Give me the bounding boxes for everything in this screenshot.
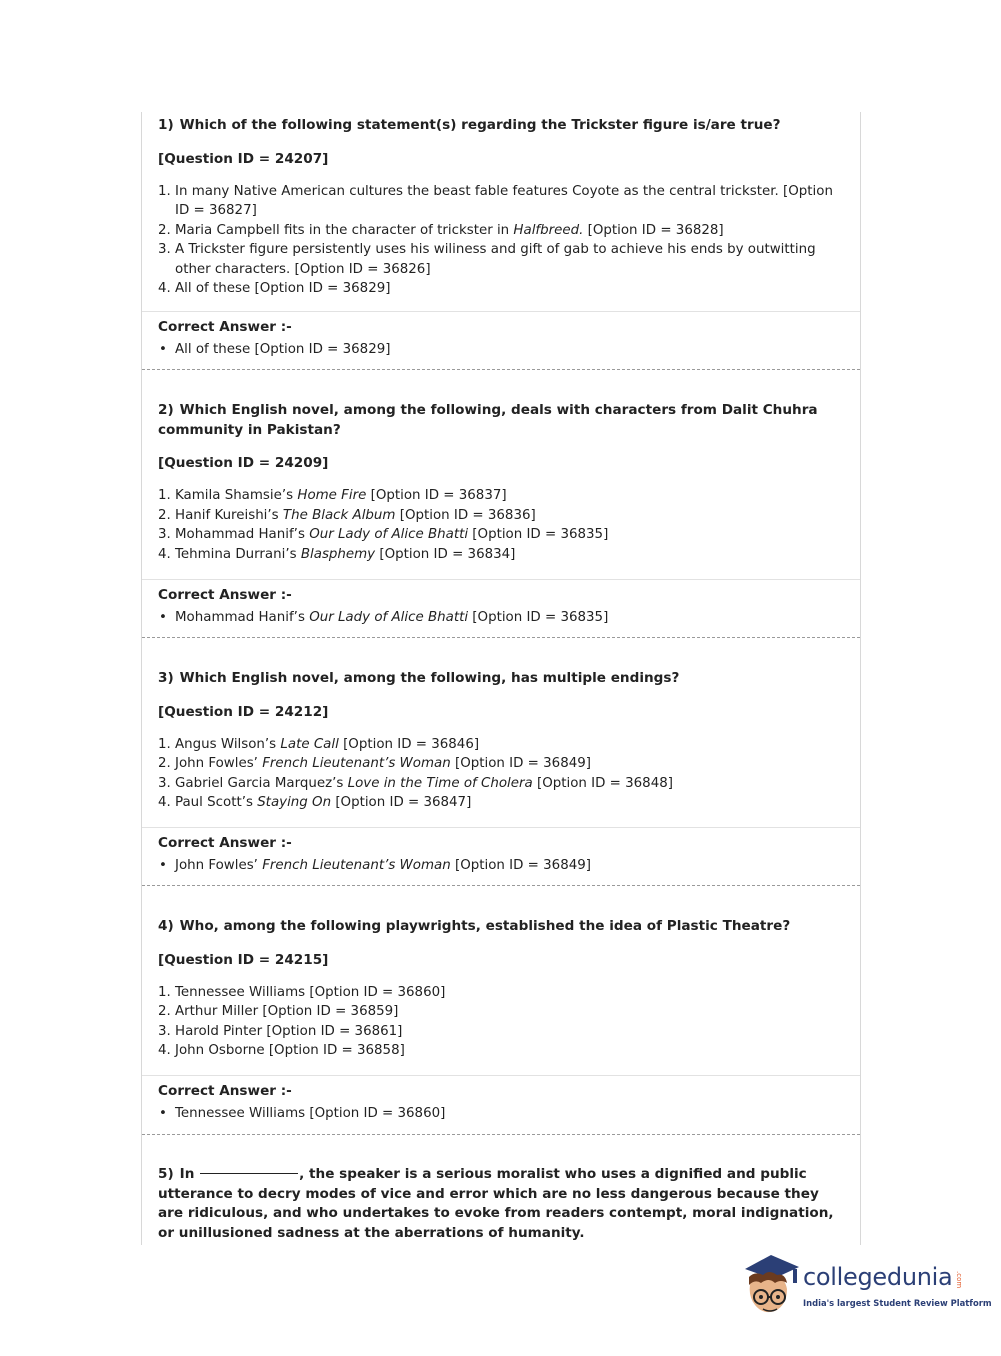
option-item: 1. Kamila Shamsie’s Home Fire [Option ID = 36837] bbox=[158, 488, 507, 503]
option-item: 2. Maria Campbell fits in the character of trickster in Halfbreed. [Option ID = 36828] bbox=[158, 222, 724, 238]
option-item: 3. A Trickster figure persistently uses his wiliness and gift of gab to achieve his ends by outwitting other characters. [Option ID = 36826] bbox=[158, 242, 816, 277]
correct-answer-label: Correct Answer :- bbox=[158, 319, 292, 335]
section-divider bbox=[142, 1075, 860, 1076]
question-text: 1) Which of the following statement(s) regarding the Trickster figure is/are true? bbox=[158, 117, 781, 133]
question-id: [Question ID = 24207] bbox=[158, 150, 329, 167]
option-item: 4. Tehmina Durrani’s Blasphemy [Option ID = 36834] bbox=[158, 546, 516, 562]
options-list bbox=[158, 735, 844, 813]
option-item: 3. Harold Pinter [Option ID = 36861] bbox=[158, 1023, 403, 1039]
question-id: [Question ID = 24215] bbox=[158, 951, 329, 968]
option-item: 4. John Osborne [Option ID = 36858] bbox=[158, 1043, 405, 1058]
option-item: 1. Tennessee Williams [Option ID = 36860] bbox=[158, 984, 446, 1000]
options-list bbox=[158, 182, 844, 299]
option-item: 4. All of these [Option ID = 36829] bbox=[158, 281, 391, 296]
collegedunia-logo bbox=[741, 1249, 992, 1321]
correct-answer-label: Correct Answer :- bbox=[158, 835, 292, 851]
question-2 bbox=[142, 370, 860, 638]
option-item: 2. Hanif Kureishi’s The Black Album [Option ID = 36836] bbox=[158, 507, 536, 523]
question-id: [Question ID = 24209] bbox=[158, 455, 329, 471]
option-item: 3. Mohammad Hanif’s Our Lady of Alice Bhatti [Option ID = 36835] bbox=[158, 527, 609, 542]
logo-tld: .com bbox=[955, 1271, 963, 1289]
section-divider bbox=[142, 827, 860, 828]
option-item: 1. In many Native American cultures the beast fable features Coyote as the central trickster. [Option ID = 36827] bbox=[158, 183, 833, 218]
question-id: [Question ID = 24212] bbox=[158, 703, 329, 720]
logo-tagline: India's largest Student Review Platform bbox=[803, 1298, 992, 1308]
correct-answer: • John Fowles’ French Lieutenant’s Woman [Option ID = 36849] bbox=[159, 858, 591, 873]
option-item: 1. Angus Wilson’s Late Call [Option ID = 36846] bbox=[158, 736, 480, 752]
options-list bbox=[158, 983, 844, 1061]
option-item: 2. John Fowles’ French Lieutenant’s Woman [Option ID = 36849] bbox=[158, 756, 591, 771]
question-text: 4) Who, among the following playwrights, established the idea of Plastic Theatre? bbox=[158, 918, 791, 934]
options-list bbox=[158, 486, 844, 564]
option-item: 2. Arthur Miller [Option ID = 36859] bbox=[158, 1004, 399, 1019]
question-paper bbox=[141, 112, 861, 1245]
section-divider bbox=[142, 579, 860, 580]
option-item: 3. Gabriel Garcia Marquez’s Love in the Time of Cholera [Option ID = 36848] bbox=[158, 775, 673, 791]
correct-answer-label: Correct Answer :- bbox=[158, 1083, 292, 1099]
correct-answer-label: Correct Answer :- bbox=[158, 587, 292, 603]
section-divider bbox=[142, 311, 860, 312]
mascot-logo-icon bbox=[741, 1249, 803, 1321]
question-text: 5) In , the speaker is a serious moralist who uses a dignified and public utterance to decry modes of vice and error which are no less dangerous because they are ridiculous, and who undertakes to evoke from readers contempt, moral indignation, or unillusioned sadness at the aberrations of humanity. bbox=[158, 1166, 834, 1241]
question-text: 2) Which English novel, among the following, deals with characters from Dalit Chuhra community in Pakistan? bbox=[158, 402, 818, 438]
question-1 bbox=[142, 112, 860, 370]
correct-answer: • All of these [Option ID = 36829] bbox=[159, 342, 391, 357]
question-3 bbox=[142, 638, 860, 886]
question-text: 3) Which English novel, among the following, has multiple endings? bbox=[158, 670, 680, 686]
fill-in-blank bbox=[200, 1173, 298, 1174]
correct-answer: • Tennessee Williams [Option ID = 36860] bbox=[159, 1106, 446, 1121]
question-5 bbox=[142, 1135, 860, 1243]
logo-wordmark: collegedunia bbox=[803, 1263, 953, 1291]
correct-answer: • Mohammad Hanif’s Our Lady of Alice Bhatti [Option ID = 36835] bbox=[159, 610, 609, 625]
question-4 bbox=[142, 886, 860, 1135]
option-item: 4. Paul Scott’s Staying On [Option ID = 36847] bbox=[158, 795, 472, 810]
